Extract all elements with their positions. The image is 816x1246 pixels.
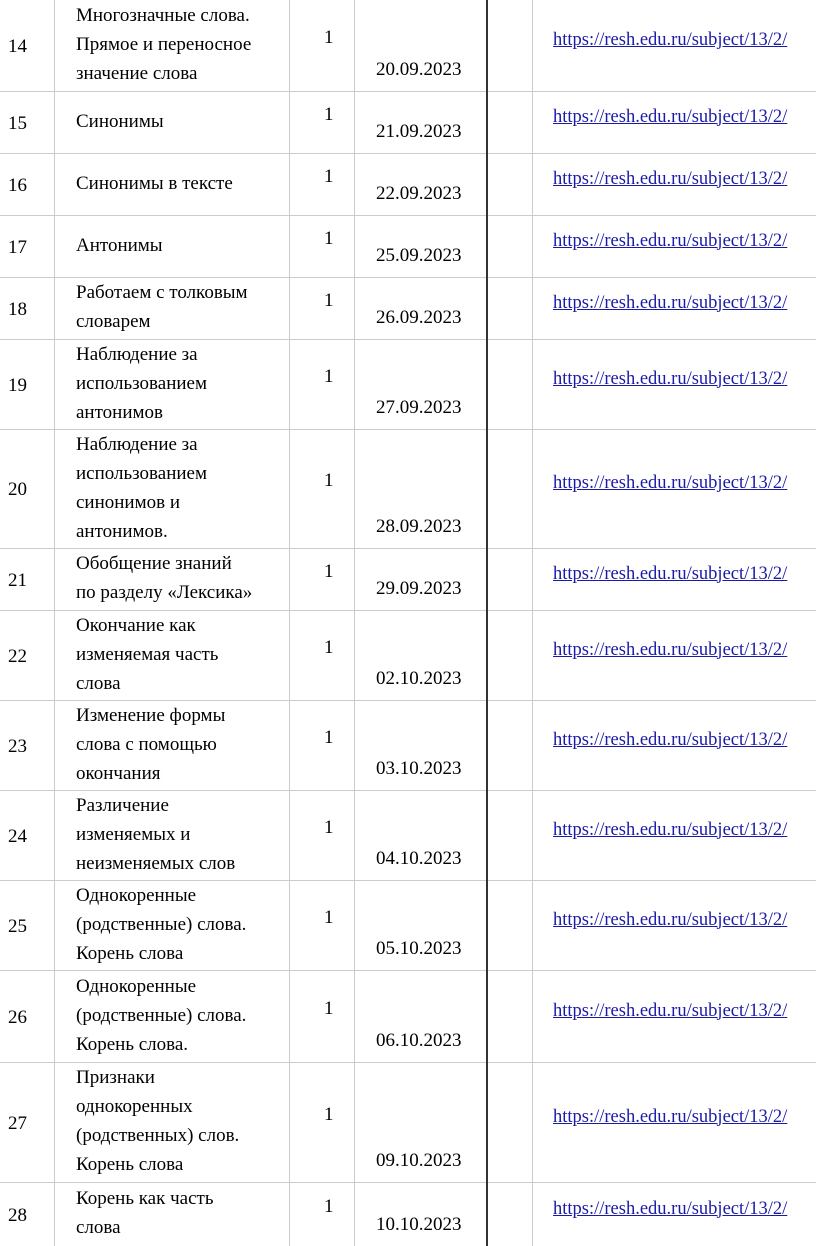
lesson-date: 27.09.2023 xyxy=(376,397,462,418)
lesson-hours: 1 xyxy=(324,470,334,491)
lesson-hours: 1 xyxy=(324,816,334,838)
resource-link[interactable]: https://resh.edu.ru/subject/13/2/ xyxy=(553,1106,788,1127)
lesson-title-line: Прямое и переносное xyxy=(76,34,252,55)
resource-link[interactable]: https://resh.edu.ru/subject/13/2/ xyxy=(553,1198,788,1219)
lesson-number: 26 xyxy=(8,1006,27,1028)
lesson-number: 18 xyxy=(8,298,27,320)
lesson-date: 21.09.2023 xyxy=(376,121,462,142)
lesson-title-line: словарем xyxy=(76,311,151,332)
lesson-hours: 1 xyxy=(324,560,334,582)
lesson-title-line: Наблюдение за xyxy=(76,343,198,365)
lesson-title-line: (родственные) слова. xyxy=(76,1004,247,1026)
lesson-date: 10.10.2023 xyxy=(376,1214,462,1235)
lesson-date: 28.09.2023 xyxy=(376,516,462,537)
lesson-date: 25.09.2023 xyxy=(376,245,462,266)
resource-link[interactable]: https://resh.edu.ru/subject/13/2/ xyxy=(553,1000,788,1021)
lesson-title-line: слова xyxy=(76,1217,121,1238)
lesson-number: 17 xyxy=(8,236,27,258)
lesson-title-line: Однокоренные xyxy=(76,975,197,997)
lesson-number: 20 xyxy=(8,479,27,500)
lesson-title-line: значение слова xyxy=(76,63,198,84)
lesson-number: 14 xyxy=(8,36,27,57)
lesson-number: 24 xyxy=(8,825,27,847)
resource-link[interactable]: https://resh.edu.ru/subject/13/2/ xyxy=(553,563,788,584)
lesson-number: 25 xyxy=(8,915,27,937)
lesson-number: 28 xyxy=(8,1204,27,1226)
lesson-date: 03.10.2023 xyxy=(376,758,462,779)
lesson-hours: 1 xyxy=(324,1103,334,1125)
resource-link[interactable]: https://resh.edu.ru/subject/13/2/ xyxy=(553,909,788,930)
lesson-hours: 1 xyxy=(324,726,334,748)
lesson-date: 05.10.2023 xyxy=(376,938,462,959)
lesson-title-line: Синонимы xyxy=(76,110,164,132)
lesson-date: 20.09.2023 xyxy=(376,59,462,80)
lesson-title-line: Корень слова xyxy=(76,1154,184,1175)
lesson-title-line: Синонимы в тексте xyxy=(76,172,233,194)
resource-link[interactable]: https://resh.edu.ru/subject/13/2/ xyxy=(553,729,788,750)
lesson-title-line: Антонимы xyxy=(76,234,163,256)
resource-link[interactable]: https://resh.edu.ru/subject/13/2/ xyxy=(553,30,788,50)
resource-link[interactable]: https://resh.edu.ru/subject/13/2/ xyxy=(553,168,788,189)
lesson-hours: 1 xyxy=(324,636,334,658)
lesson-date: 09.10.2023 xyxy=(376,1150,462,1171)
lesson-title-line: изменяемая часть xyxy=(76,643,219,665)
lesson-title-line: синонимов и xyxy=(76,491,181,513)
lesson-title-line: Многозначные слова. xyxy=(76,5,250,26)
lesson-title-line: изменяемых и xyxy=(76,823,191,845)
lesson-title-line: антонимов xyxy=(76,401,163,423)
resource-link[interactable]: https://resh.edu.ru/subject/13/2/ xyxy=(553,368,788,389)
lesson-hours: 1 xyxy=(324,906,334,928)
lesson-hours: 1 xyxy=(324,289,334,311)
resource-link[interactable]: https://resh.edu.ru/subject/13/2/ xyxy=(553,473,788,493)
lesson-title-line: Работаем с толковым xyxy=(76,282,248,303)
lesson-title-line: слова с помощью xyxy=(76,733,217,755)
lesson-date: 22.09.2023 xyxy=(376,183,462,204)
lesson-title-line: неизменяемых слов xyxy=(76,852,236,874)
lesson-date: 29.09.2023 xyxy=(376,578,462,599)
lesson-hours: 1 xyxy=(324,227,334,249)
lesson-title-line: Корень слова xyxy=(76,942,184,964)
lesson-title-line: слова xyxy=(76,672,121,694)
lesson-title-line: (родственных) слов. xyxy=(76,1125,240,1146)
lesson-number: 23 xyxy=(8,735,27,757)
resource-link[interactable]: https://resh.edu.ru/subject/13/2/ xyxy=(553,639,788,660)
resource-link[interactable]: https://resh.edu.ru/subject/13/2/ xyxy=(553,106,788,127)
lesson-title-line: окончания xyxy=(76,762,161,784)
lesson-title-line: антонимов. xyxy=(76,520,168,542)
lesson-hours: 1 xyxy=(324,165,334,187)
lesson-number: 21 xyxy=(8,569,27,591)
lesson-date: 06.10.2023 xyxy=(376,1030,462,1051)
lesson-hours: 1 xyxy=(324,103,334,125)
resource-link[interactable]: https://resh.edu.ru/subject/13/2/ xyxy=(553,292,788,313)
lesson-number: 19 xyxy=(8,374,27,396)
lesson-date: 04.10.2023 xyxy=(376,848,462,869)
lesson-hours: 1 xyxy=(324,365,334,387)
lesson-title-line: Наблюдение за xyxy=(76,433,198,455)
lesson-date: 26.09.2023 xyxy=(376,307,462,328)
resource-link[interactable]: https://resh.edu.ru/subject/13/2/ xyxy=(553,819,788,840)
lesson-title-line: Корень слова. xyxy=(76,1033,189,1055)
lesson-title-line: Однокоренные xyxy=(76,884,197,906)
resource-link[interactable]: https://resh.edu.ru/subject/13/2/ xyxy=(553,230,788,251)
lesson-title-line: по разделу «Лексика» xyxy=(76,582,253,603)
lesson-title-line: использованием xyxy=(76,462,208,484)
lesson-title-line: Окончание как xyxy=(76,614,196,636)
lesson-date: 02.10.2023 xyxy=(376,668,462,689)
lesson-title-line: однокоренных xyxy=(76,1096,193,1117)
lesson-title-line: (родственные) слова. xyxy=(76,913,247,935)
lesson-hours: 1 xyxy=(324,27,334,48)
lesson-number: 27 xyxy=(8,1112,27,1134)
lesson-title-line: Различение xyxy=(76,794,169,816)
lesson-number: 22 xyxy=(8,645,27,667)
lesson-title-line: Обобщение знаний xyxy=(76,553,232,574)
lesson-number: 15 xyxy=(8,112,27,134)
lesson-title-line: Признаки xyxy=(76,1067,155,1088)
lesson-title-line: Изменение формы xyxy=(76,704,226,726)
lesson-title-line: Корень как часть xyxy=(76,1188,214,1209)
lesson-hours: 1 xyxy=(324,1195,334,1217)
lesson-title-line: использованием xyxy=(76,372,208,394)
lesson-number: 16 xyxy=(8,174,27,196)
lesson-hours: 1 xyxy=(324,997,334,1019)
